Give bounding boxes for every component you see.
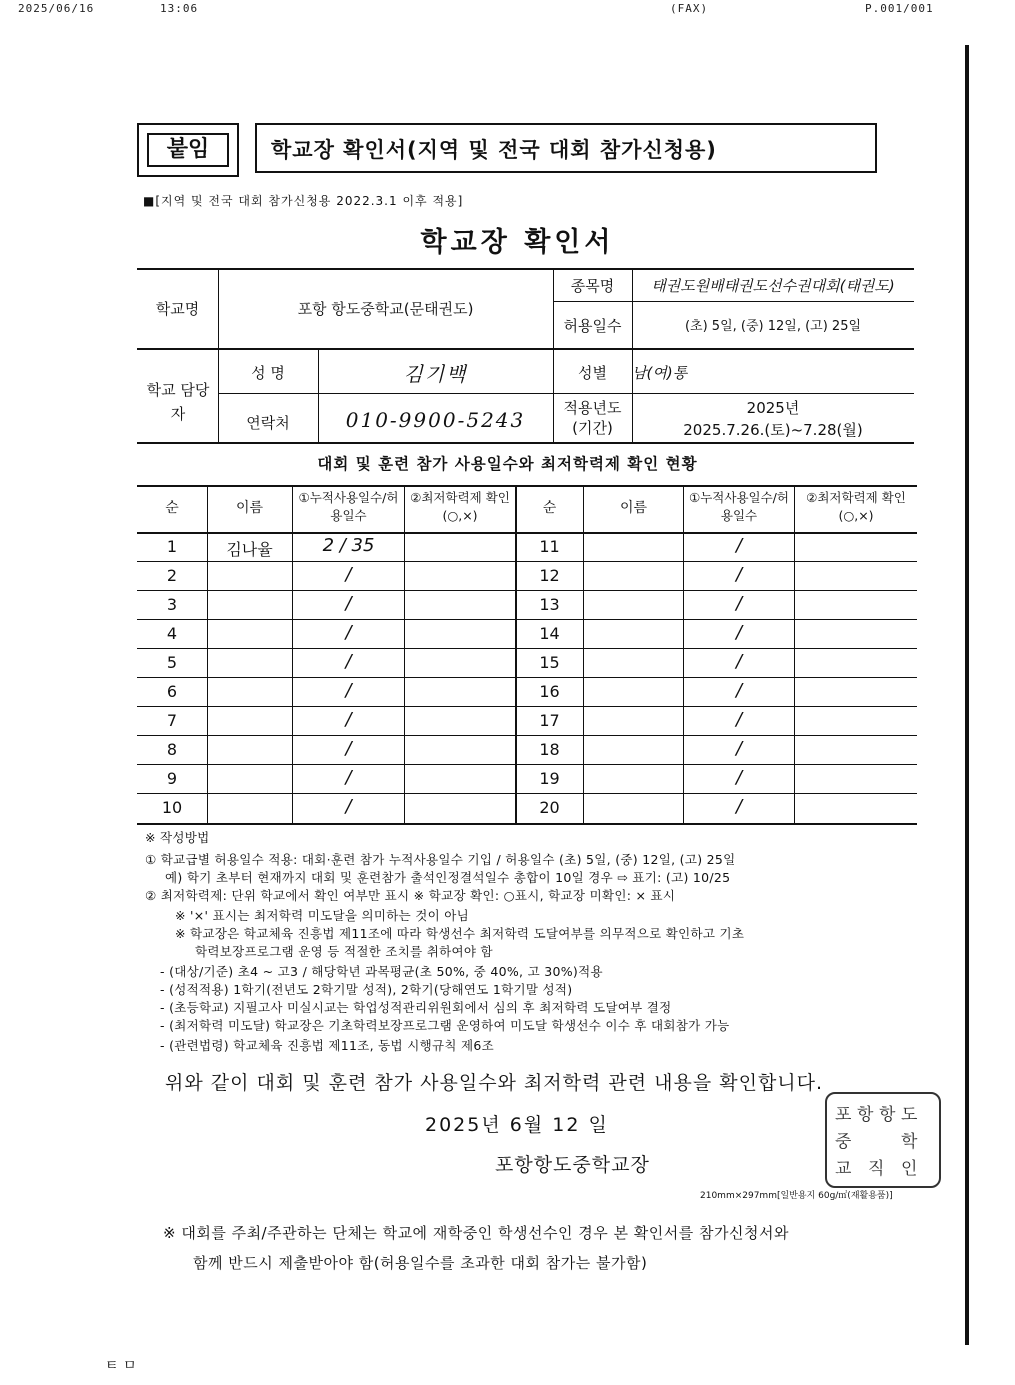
name-label: 성 명 (251, 364, 285, 382)
principal-signature-line: 포항항도중학교장 (495, 1154, 650, 1176)
event-value: 태권도원배태권도선수권대회(태권도) (651, 277, 895, 295)
col-name-right: 이름 (619, 500, 648, 516)
days-used: / (345, 767, 352, 788)
section-title: 대회 및 훈련 참가 사용일수와 최저학력제 확인 현황 (317, 455, 698, 473)
row-number: 11 (539, 537, 560, 556)
event-label: 종목명 (570, 277, 615, 295)
days-used: / (735, 767, 743, 788)
school-name-label: 학교명 (155, 300, 200, 318)
allowed-days-value: (초) 5일, (중) 12일, (고) 25일 (684, 319, 862, 334)
row-divider (137, 735, 917, 736)
instruction-line: ② 최저학력제: 단위 학교에서 확인 여부만 표시 ※ 학교장 확인: ○표시, 학교장 미확인: × 표시 (145, 888, 676, 903)
row-number: 9 (166, 769, 178, 788)
instruction-line: - (대상/기준) 초4 ~ 고3 / 해당학년 과목평균(초 50%, 중 40%, 고 30%)적용 (160, 964, 603, 979)
row-number: 13 (539, 595, 560, 614)
instruction-line: - (초등학교) 지필고사 미실시교는 학업성적관리위원회에서 심의 후 최저학력 도달여부 결정 (160, 1000, 672, 1015)
fax-time: 13:06 (160, 2, 199, 15)
row-number: 3 (166, 595, 178, 614)
contact-value: 010-9900-5243 (345, 408, 526, 432)
col-days-right: ①누적사용일수/허용일수 (689, 490, 789, 523)
days-used: / (735, 796, 743, 817)
days-used: / (735, 709, 743, 730)
row-number: 6 (166, 682, 178, 701)
days-used: 2 / 35 (322, 535, 375, 556)
days-used: / (345, 564, 352, 585)
row-divider (137, 706, 917, 707)
days-used: / (345, 709, 352, 730)
fax-page: P.001/001 (865, 2, 934, 15)
official-seal: 포 항 항 도 중 학 교 직 인 (825, 1092, 941, 1188)
bottom-note-line-2: 함께 반드시 제출받아야 함(허용일수를 초과한 대회 참가는 불가함) (193, 1254, 648, 1272)
bottom-note-line-1: ※ 대회를 주최/주관하는 단체는 학교에 재학중인 학생선수인 경우 본 확인서를 참가신청서와 (163, 1224, 789, 1242)
days-used: / (735, 680, 743, 701)
row-number: 20 (539, 798, 560, 817)
days-used: / (735, 651, 743, 672)
period-label: 적용년도 (기간) (563, 399, 622, 437)
days-used: / (345, 796, 352, 817)
document-title: 학교장 확인서 (420, 227, 615, 258)
col-check-right: ②최저학력제 확인(○,×) (806, 490, 906, 523)
gender-label: 성별 (578, 364, 607, 382)
col-days-left: ①누적사용일수/허용일수 (298, 490, 399, 523)
instruction-line: ① 학교급별 허용일수 적용: 대회·훈련 참가 누적사용일수 기입 / 허용일수 (초) 5일, (중) 12일, (고) 25일 (145, 852, 736, 867)
attachment-tag (137, 123, 239, 177)
row-number: 5 (166, 653, 178, 672)
row-divider (137, 619, 917, 620)
row-number: 16 (539, 682, 560, 701)
form-title-box: 학교장 확인서(지역 및 전국 대회 참가신청용) (255, 123, 877, 173)
row-divider (137, 590, 917, 591)
row-number: 1 (166, 537, 178, 556)
row-number: 18 (539, 740, 560, 759)
row-divider (137, 793, 917, 794)
instruction-line: - (관련법령) 학교체육 진흥법 제11조, 동법 시행규칙 제6조 (160, 1038, 494, 1053)
instruction-line: 학력보장프로그램 운영 등 적절한 조치를 취하여야 함 (195, 944, 493, 959)
instruction-line: ※ '×' 표시는 최저학력 미도달을 의미하는 것이 아님 (175, 908, 470, 923)
col-check-left: ②최저학력제 확인(○,×) (410, 490, 510, 523)
row-number: 7 (166, 711, 178, 730)
days-used: / (345, 593, 352, 614)
col-num-right: 순 (542, 500, 557, 516)
row-number: 15 (539, 653, 560, 672)
athlete-name: 김나율 (226, 540, 273, 559)
instruction-line: ※ 작성방법 (145, 830, 210, 845)
confirmation-statement: 위와 같이 대회 및 훈련 참가 사용일수와 최저학력 관련 내용을 확인합니다. (165, 1072, 824, 1094)
gender-value: 남(여)통 (632, 364, 688, 382)
row-number: 10 (161, 798, 183, 817)
row-number: 2 (166, 566, 178, 585)
col-name-left: 이름 (235, 500, 264, 516)
paper-spec-note: 210mm×297mm[일반용지 60g/㎡(재활용품)] (700, 1191, 893, 1201)
days-used: / (345, 738, 352, 759)
row-divider (137, 648, 917, 649)
col-num-left: 순 (165, 500, 179, 516)
days-used: / (735, 622, 743, 643)
row-number: 8 (166, 740, 178, 759)
usage-note: ■[지역 및 전국 대회 참가신청용 2022.3.1 이후 적용] (143, 194, 464, 208)
days-used: / (735, 738, 743, 759)
row-number: 17 (539, 711, 560, 730)
instruction-line: 예) 학기 초부터 현재까지 대회 및 훈련참가 출석인정결석일수 총합이 10일 경우 ⇨ 표기: (고) 10/25 (165, 870, 731, 885)
days-used: / (735, 564, 743, 585)
name-value: 김기백 (403, 362, 468, 386)
corner-mark: ㅌ ㅁ (105, 1358, 137, 1374)
row-number: 4 (166, 624, 178, 643)
fax-date: 2025/06/16 (18, 2, 95, 15)
fax-label: (FAX) (670, 2, 709, 15)
days-used: / (345, 680, 352, 701)
attachment-tag-label: 붙임 (147, 133, 229, 167)
row-number: 12 (539, 566, 560, 585)
manager-label: 학교 담당자 (146, 381, 210, 423)
instruction-line: - (최저학력 미도달) 학교장은 기초학력보장프로그램 운영하여 미도달 학생선수 이수 후 대회참가 가능 (160, 1018, 730, 1033)
days-used: / (345, 651, 352, 672)
days-used: / (735, 535, 743, 556)
instruction-line: ※ 학교장은 학교체육 진흥법 제11조에 따라 학생선수 최저학력 도달여부를 의무적으로 확인하고 기초 (175, 926, 745, 941)
row-divider (137, 677, 917, 678)
allowed-days-label: 허용일수 (563, 317, 622, 335)
period-year: 2025년 (746, 399, 800, 417)
row-divider (137, 764, 917, 765)
row-number: 19 (539, 769, 560, 788)
instruction-line: - (성적적용) 1학기(전년도 2학기말 성적), 2학기(당해연도 1학기말 성적) (160, 982, 573, 997)
row-divider (137, 561, 917, 562)
contact-label: 연락처 (246, 414, 290, 432)
period-range: 2025.7.26.(토)~7.28(월) (683, 421, 863, 439)
issue-date: 2025년 6월 12 일 (425, 1114, 609, 1136)
row-number: 14 (539, 624, 560, 643)
school-name-value: 포항 항도중학교(문태권도) (297, 300, 474, 318)
days-used: / (345, 622, 352, 643)
days-used: / (735, 593, 743, 614)
